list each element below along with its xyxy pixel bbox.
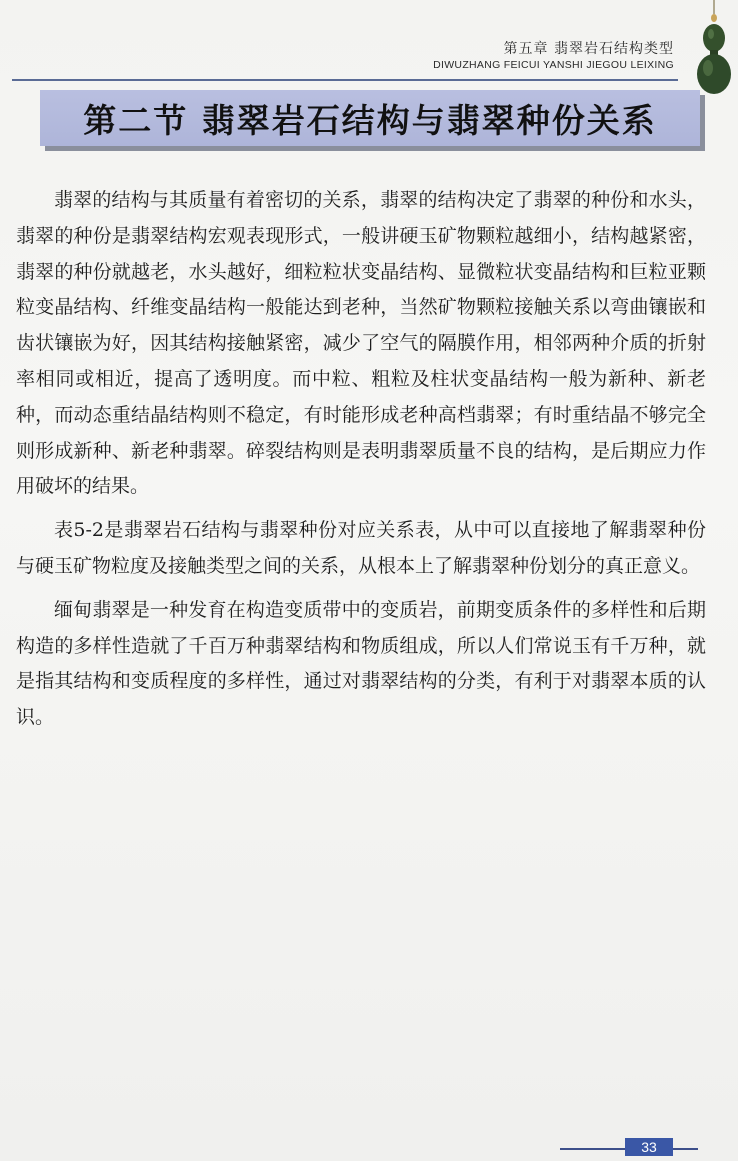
paragraph-3: 缅甸翡翠是一种发育在构造变质带中的变质岩，前期变质条件的多样性和后期构造的多样性造就了千百万种翡翠结构和物质组成，所以人们常说玉有千万种，就是指其结构和变质程度的多样性，通过对翡翠结构的分类，有利于对翡翠本质的认识。 — [16, 598, 706, 729]
chapter-title-pinyin: DIWUZHANG FEICUI YANSHI JIEGOU LEIXING — [433, 59, 674, 71]
body-text — [16, 183, 706, 744]
section-title: 第二节 翡翠岩石结构与翡翠种份关系 — [83, 100, 657, 140]
page-number: 33 — [625, 1138, 673, 1156]
running-header — [433, 40, 674, 72]
paragraph-1: 翡翠的结构与其质量有着密切的关系，翡翠的结构决定了翡翠的种份和水头，翡翠的种份是翡翠结构宏观表现形式，一般讲硬玉矿物颗粒越细小，结构越紧密，翡翠的种份就越老，水头越好，细粒粒状变晶结构、显微粒状变晶结构和巨粒亚颗粒变晶结构、纤维变晶结构一般能达到老种，当然矿物颗粒接触关系以弯曲镶嵌和齿状镶嵌为好，因其结构接触紧密，减少了空气的隔膜作用，相邻两种介质的折射率相同或相近，提高了透明度。而中粒、粗粒及柱状变晶结构一般为新种、新老种，而动态重结晶结构则不稳定，有时能形成老种高档翡翠；有时重结晶不够完全则形成新种、新老种翡翠。碎裂结构则是表明翡翠质量不良的结构，是后期应力作用破坏的结果。 — [16, 189, 706, 498]
gourd-ornament-icon — [692, 0, 736, 100]
paragraph-2: 表5-2是翡翠岩石结构与翡翠种份对应关系表，从中可以直接地了解翡翠种份与硬玉矿物粒度及接触类型之间的关系，从根本上了解翡翠种份划分的真正意义。 — [16, 519, 706, 577]
chapter-title-cn: 第五章 翡翠岩石结构类型 — [503, 41, 674, 57]
section-title-banner — [40, 90, 700, 146]
header-divider — [12, 79, 678, 81]
